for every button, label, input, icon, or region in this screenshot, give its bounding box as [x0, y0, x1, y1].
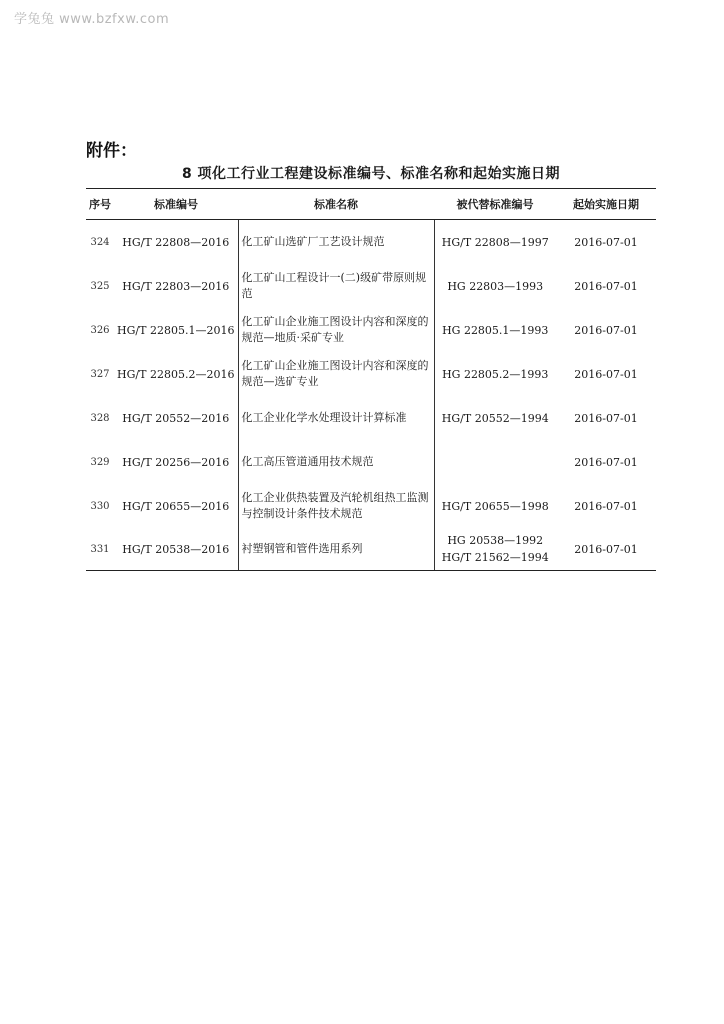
cell-seq: 325: [90, 280, 110, 292]
cell-seq: 331: [86, 528, 114, 571]
cell-seq: 327: [90, 368, 110, 380]
cell-name: 化工矿山选矿厂工艺设计规范: [238, 220, 434, 265]
cell-date: 2016-07-01: [574, 367, 638, 381]
table-row: [86, 220, 656, 265]
watermark: 学兔兔 www.bzfxw.com: [14, 12, 170, 27]
header-code: 标准编号: [114, 189, 238, 220]
standards-table: [86, 188, 656, 571]
cell-seq: 329: [90, 456, 110, 468]
replaced-line-1: HG 20538—1992: [447, 534, 544, 547]
cell-date: 2016-07-01: [574, 499, 638, 513]
table-row: [86, 352, 656, 396]
cell-name: 化工矿山企业施工图设计内容和深度的规范—地质·采矿专业: [238, 308, 434, 352]
table-row: [86, 440, 656, 484]
cell-replaced: HG 22803—1993: [447, 279, 544, 293]
table-row: [86, 528, 656, 571]
table-row: [86, 484, 656, 528]
document-title: 8 项化工行业工程建设标准编号、标准名称和起始实施日期: [181, 166, 561, 182]
cell-code: HG/T 22808—2016: [122, 235, 230, 249]
cell-replaced: HG/T 20655—1998: [441, 499, 549, 513]
cell-date: 2016-07-01: [574, 455, 638, 469]
cell-name: 化工企业供热装置及汽轮机组热工监测与控制设计条件技术规范: [238, 484, 434, 528]
cell-code: HG/T 20552—2016: [122, 411, 230, 425]
cell-code: HG/T 22803—2016: [122, 279, 230, 293]
header-replaced: 被代替标准编号: [434, 189, 556, 220]
replaced-line-2: HG/T 21562—1994: [441, 551, 549, 564]
cell-seq: 328: [90, 412, 110, 424]
header-name: 标准名称: [238, 189, 434, 220]
cell-date: 2016-07-01: [556, 528, 656, 571]
cell-seq: 324: [90, 236, 110, 248]
cell-code: HG/T 22805.2—2016: [117, 367, 235, 381]
table-row: [86, 264, 656, 308]
cell-date: 2016-07-01: [574, 323, 638, 337]
cell-date: 2016-07-01: [574, 411, 638, 425]
cell-date: 2016-07-01: [574, 279, 638, 293]
cell-name: 化工矿山工程设计一(二)级矿带原则规范: [238, 264, 434, 308]
cell-replaced: [434, 440, 556, 484]
cell-replaced: HG/T 20552—1994: [441, 411, 549, 425]
cell-seq: 326: [90, 324, 110, 336]
cell-replaced: [434, 528, 556, 571]
table-row: [86, 396, 656, 440]
header-seq: 序号: [86, 189, 114, 220]
table-row: [86, 308, 656, 352]
cell-replaced: HG 22805.2—1993: [442, 367, 549, 381]
cell-replaced: HG 22805.1—1993: [442, 323, 549, 337]
cell-code: HG/T 20655—2016: [122, 499, 230, 513]
cell-code: HG/T 22805.1—2016: [117, 323, 235, 337]
cell-name: 化工企业化学水处理设计计算标准: [238, 396, 434, 440]
cell-replaced: HG/T 22808—1997: [441, 235, 549, 249]
cell-code: HG/T 20538—2016: [114, 528, 238, 571]
cell-seq: 330: [90, 500, 110, 512]
cell-name: 衬塑钢管和管件选用系列: [238, 528, 434, 571]
cell-name: 化工高压管道通用技术规范: [238, 440, 434, 484]
header-date: 起始实施日期: [556, 189, 656, 220]
table-header-row: [86, 189, 656, 220]
cell-code: HG/T 20256—2016: [122, 455, 230, 469]
cell-name: 化工矿山企业施工图设计内容和深度的规范—选矿专业: [238, 352, 434, 396]
attachment-label: 附件：: [86, 141, 137, 161]
cell-date: 2016-07-01: [574, 235, 638, 249]
